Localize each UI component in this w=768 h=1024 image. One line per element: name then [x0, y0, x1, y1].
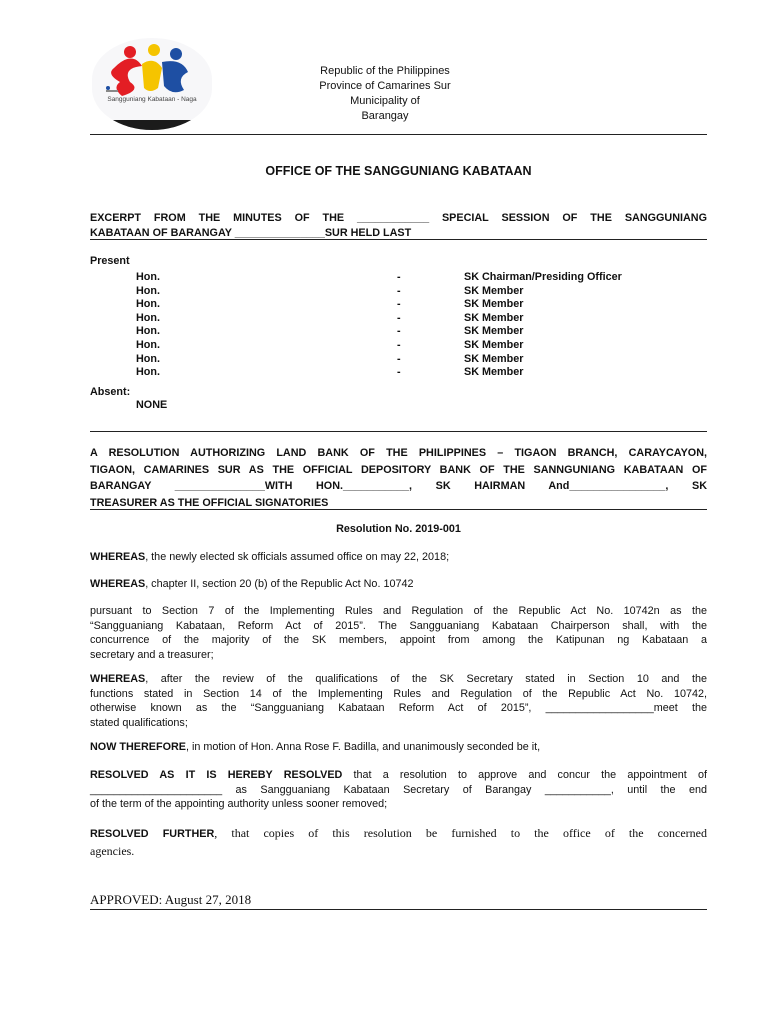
divider — [90, 509, 707, 510]
approved-line: APPROVED: August 27, 2018 — [90, 892, 252, 907]
paragraph-line: concurrence of the majority of the SK members, appoint from among the Katipunan ng Kabataan a — [90, 634, 707, 646]
member-dash: - — [397, 311, 401, 324]
paragraph-line: ______________________ as Sangguaniang Kabataan Secretary of Barangay ___________, until the end — [90, 783, 707, 796]
resolved-further-lead: RESOLVED FURTHER — [90, 828, 215, 840]
member-role: SK Member — [464, 325, 524, 338]
resolved-lead: RESOLVED AS IT IS HEREBY RESOLVED — [90, 769, 343, 781]
resolved-further-paragraph — [90, 825, 707, 859]
paragraph-line: functions stated in Section 14 of the Implementing Rules and Regulation of the Republic Act No. 10742, — [90, 687, 707, 700]
excerpt-line-2: KABATAAN OF BARANGAY _______________SUR HELD LAST — [90, 226, 412, 239]
paragraph-line: “Sangguaniang Kabataan, Reform Act of 2015”. The Sangguaniang Kabataan Chairperson shall, with the — [90, 619, 707, 632]
absent-label: Absent: — [90, 386, 131, 398]
header-municipality: Municipality of — [350, 95, 420, 107]
resolution-title-line: A RESOLUTION AUTHORIZING LAND BANK OF THE PHILIPPINES – TIGAON BRANCH, CARAYCAYON, — [90, 447, 707, 459]
paragraph-line: agencies. — [90, 843, 135, 858]
paragraph-line: that a resolution to approve and concur the appointment of — [342, 769, 707, 781]
member-role: SK Member — [464, 284, 524, 297]
member-role: SK Member — [464, 311, 524, 324]
member-hon: Hon. — [136, 298, 160, 311]
now-therefore — [90, 740, 707, 755]
paragraph-line: , that copies of this resolution be furnished to the office of the concerned — [214, 826, 707, 840]
now-therefore-text: , in motion of Hon. Anna Rose F. Badilla, and unanimously seconded be it, — [185, 741, 541, 753]
logo-caption: Sangguniang Kabataan - Naga — [107, 96, 197, 103]
member-dash: - — [397, 298, 401, 311]
header-province: Province of Camarines Sur — [319, 80, 451, 92]
member-dash: - — [397, 339, 401, 351]
resolution-title-line: TREASURER AS THE OFFICIAL SIGNATORIES — [90, 496, 329, 509]
member-hon: Hon. — [136, 366, 160, 379]
member-role: SK Member — [464, 352, 524, 365]
paragraph-line: secretary and a treasurer; — [90, 648, 214, 661]
sk-logo-icon — [92, 38, 212, 130]
resolved-paragraph — [90, 768, 707, 812]
whereas-1 — [90, 550, 707, 565]
member-hon: Hon. — [136, 352, 160, 365]
excerpt-line-1: EXCERPT FROM THE MINUTES OF THE ____________ SPECIAL SESSION OF THE SANGGUNIANG — [90, 212, 707, 224]
member-hon: Hon. — [136, 311, 160, 324]
member-dash: - — [397, 284, 401, 297]
member-dash: - — [397, 366, 401, 379]
resolution-title-line: BARANGAY _______________WITH HON.___________, SK HAIRMAN And________________, SK — [90, 480, 707, 493]
member-dash: - — [397, 271, 401, 283]
member-role: SK Member — [464, 298, 524, 311]
member-dash: - — [397, 325, 401, 338]
whereas-lead: WHEREAS — [90, 551, 146, 563]
paragraph-line: otherwise known as the “Sangguaniang Kabataan Reform Act of 2015”, __________________meet the — [90, 702, 707, 714]
pursuant-paragraph — [90, 604, 707, 662]
whereas-3 — [90, 672, 707, 730]
member-role: SK Chairman/Presiding Officer — [464, 271, 622, 283]
divider — [90, 239, 707, 240]
whereas-text: , chapter II, section 20 (b) of the Republic Act No. 10742 — [145, 578, 414, 590]
member-role: SK Member — [464, 366, 524, 379]
whereas-2 — [90, 577, 707, 592]
member-role: SK Member — [464, 339, 524, 351]
excerpt — [90, 211, 707, 240]
paragraph-line: stated qualifications; — [90, 716, 188, 729]
now-therefore-lead: NOW THEREFORE — [90, 741, 186, 753]
whereas-text: , the newly elected sk officials assumed office on may 22, 2018; — [145, 551, 450, 563]
whereas-lead: WHEREAS — [90, 578, 146, 590]
member-hon: Hon. — [136, 284, 160, 297]
paragraph-line: of the term of the appointing authority unless sooner removed; — [90, 798, 388, 810]
resolution-title-line: TIGAON, CAMARINES SUR AS THE OFFICIAL DEPOSITORY BANK OF THE SANNGUNIANG KABATAAN OF — [90, 463, 707, 476]
paragraph-line: , after the review of the qualifications of the SK Secretary stated in Section 10 and the — [145, 673, 707, 685]
sk-logo — [92, 38, 212, 130]
member-hon: Hon. — [136, 325, 160, 338]
member-hon: Hon. — [136, 271, 160, 283]
divider — [90, 431, 707, 432]
header-republic: Republic of the Philippines — [320, 65, 450, 77]
whereas-lead: WHEREAS — [90, 673, 146, 685]
office-title: OFFICE OF THE SANGGUNIANG KABATAAN — [265, 164, 532, 178]
member-dash: - — [397, 352, 401, 365]
resolution-number: Resolution No. 2019-001 — [336, 523, 461, 535]
member-hon: Hon. — [136, 339, 160, 351]
absent-value: NONE — [136, 399, 168, 411]
divider — [90, 909, 707, 910]
present-label: Present — [90, 255, 130, 267]
header-barangay: Barangay — [361, 110, 409, 122]
resolution-title — [90, 445, 707, 511]
divider — [90, 134, 707, 135]
paragraph-line: pursuant to Section 7 of the Implementing Rules and Regulation of the Republic Act No. 10742n as the — [90, 605, 707, 617]
